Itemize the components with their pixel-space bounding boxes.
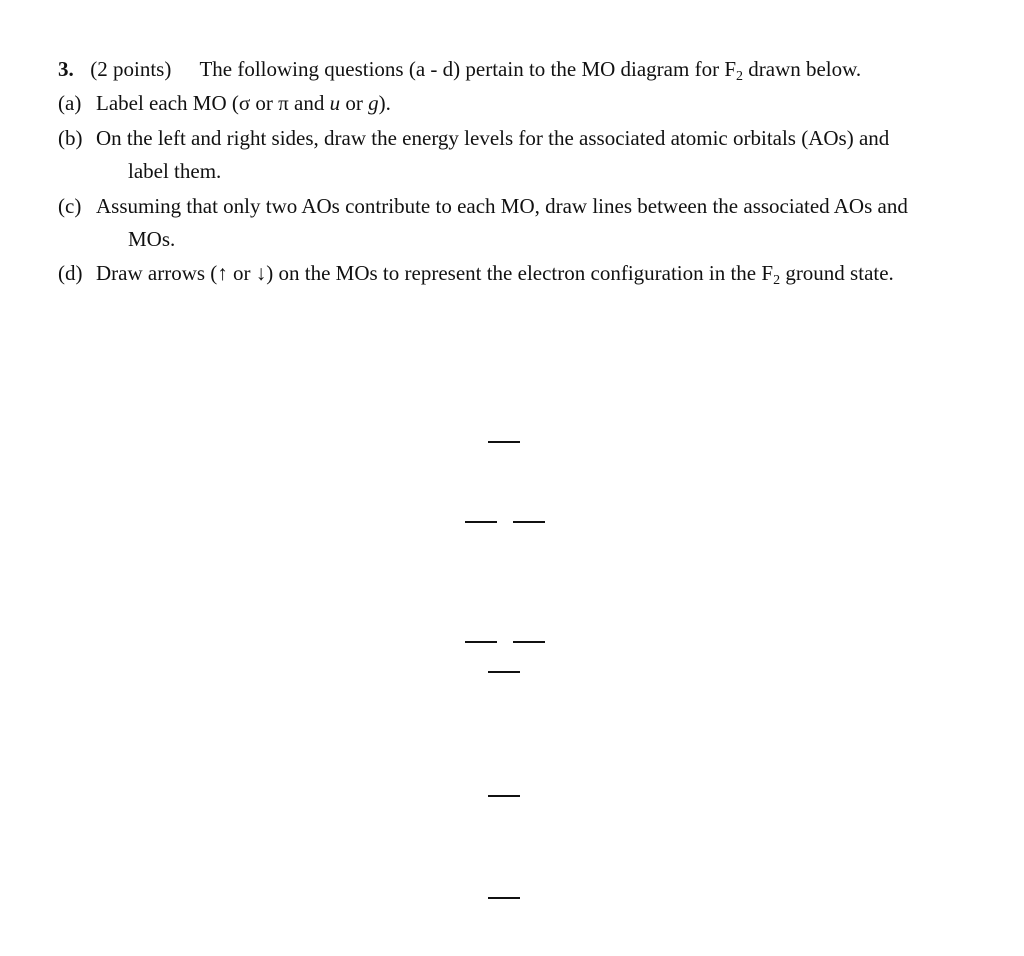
- part-c-label: (c): [58, 194, 82, 218]
- question-points: (2 points): [90, 57, 172, 81]
- part-a-label: (a): [58, 91, 82, 115]
- mo-level-sigma-2p: [488, 671, 520, 673]
- part-b: [58, 124, 889, 152]
- mo-level-pi-2p-right: [513, 641, 545, 643]
- part-b-text-line1: On the left and right sides, draw the energy levels for the associated atomic orbitals (AOs) and: [96, 126, 890, 150]
- question-intro: The following questions (a - d) pertain to the MO diagram for $F_2$ drawn below.: [199, 57, 862, 84]
- part-d-text: Draw arrows (↑ or ↓) on the MOs to represent the electron configuration in the $F_2$ ground state.: [96, 261, 894, 288]
- part-c-text-line2: MOs.: [128, 227, 176, 251]
- part-c: [58, 192, 908, 220]
- mo-level-pi-star-2p-left: [465, 521, 497, 523]
- mo-level-pi-star-2p-right: [513, 521, 545, 523]
- question-header: [58, 55, 861, 83]
- part-b-label: (b): [58, 126, 83, 150]
- mo-level-sigma-2s: [488, 897, 520, 899]
- mo-level-sigma-star-2s: [488, 795, 520, 797]
- mo-level-sigma-star-2p: [488, 441, 520, 443]
- part-a: [58, 89, 391, 117]
- part-d: [58, 259, 894, 287]
- mo-level-pi-2p-left: [465, 641, 497, 643]
- part-b-text-line2: label them.: [128, 159, 222, 183]
- part-d-label: (d): [58, 261, 83, 285]
- part-c-text-line1: Assuming that only two AOs contribute to each MO, draw lines between the associated AOs and: [96, 194, 908, 218]
- part-a-text: Label each MO (σ or π and u or g).: [96, 91, 391, 115]
- question-number: 3.: [58, 57, 74, 81]
